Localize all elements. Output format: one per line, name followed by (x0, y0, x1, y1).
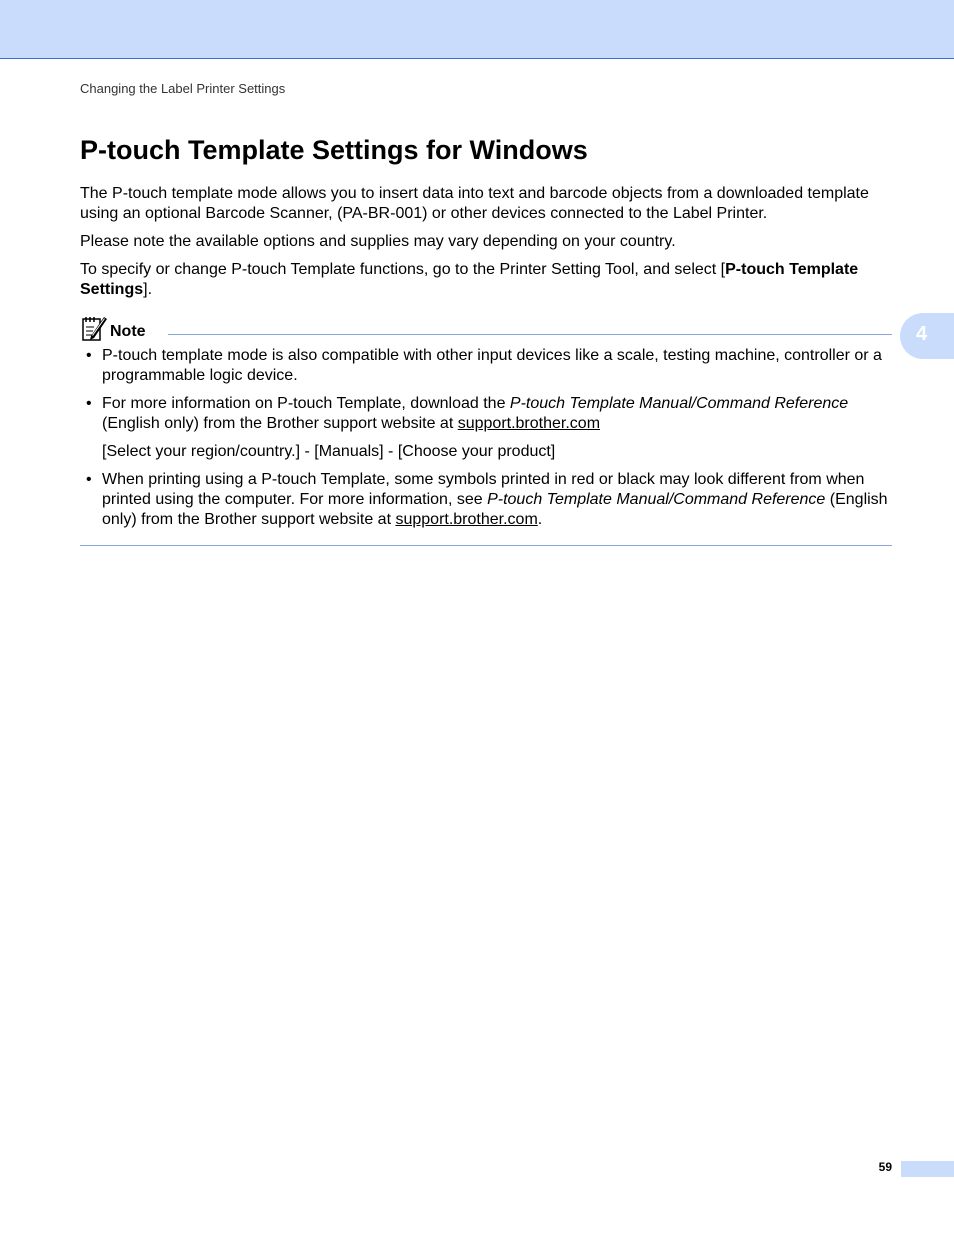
list-item (80, 470, 892, 530)
support-link[interactable]: support.brother.com (395, 511, 538, 528)
instruction-end: ]. (143, 281, 153, 298)
page-number: 59 (878, 1160, 892, 1174)
note-item-end: . (537, 511, 543, 528)
note-item-text: (English only) from the Brother support website at (102, 415, 458, 432)
note-pencil-icon (80, 314, 108, 342)
availability-paragraph: Please note the available options and supplies may vary depending on your country. (80, 233, 676, 250)
manual-title: P-touch Template Manual/Command Reference (487, 491, 826, 508)
note-item-text: (English only) from the Brother support website at (102, 491, 888, 528)
note-header (80, 314, 892, 342)
note-item-text: For more information on P-touch Template, download the (102, 395, 510, 412)
support-link[interactable]: support.brother.com (457, 415, 601, 432)
note-item-text: When printing using a P-touch Template, some symbols printed in red or black may look different from when printed using the computer. For more information, see (102, 471, 865, 508)
note-list (80, 346, 892, 530)
bullet: • (86, 347, 92, 364)
intro-paragraph: The P-touch template mode allows you to insert data into text and barcode objects from a downloaded template using an optional Barcode Scanner, (PA-BR-001) or other devices connected to the Label Printer. (80, 185, 869, 222)
note-end-divider (80, 545, 892, 546)
page-title: P-touch Template Settings for Windows (80, 135, 588, 165)
instruction-paragraph (80, 260, 892, 300)
chapter-tab (900, 313, 954, 359)
page-number-bar (901, 1161, 954, 1177)
list-item (80, 346, 892, 386)
note-item-text: P-touch template mode is also compatible with other input devices like a scale, testing machine, controller or a programmable logic device. (102, 347, 882, 384)
bullet: • (86, 395, 92, 412)
bullet: • (86, 471, 92, 488)
navigation-path: [Select your region/country.] - [Manuals] - [Choose your product] (102, 443, 556, 460)
note-label: Note (110, 323, 146, 340)
header-band (0, 0, 954, 59)
running-head: Changing the Label Printer Settings (80, 81, 286, 96)
note-divider (168, 334, 892, 335)
menu-name: P-touch Template Settings (80, 261, 859, 298)
manual-title: P-touch Template Manual/Command Reference (509, 395, 849, 412)
instruction-text: To specify or change P-touch Template functions, go to the Printer Setting Tool, and select [ (80, 261, 726, 278)
chapter-number: 4 (916, 323, 928, 345)
list-item (80, 394, 892, 462)
main-content (80, 184, 892, 546)
